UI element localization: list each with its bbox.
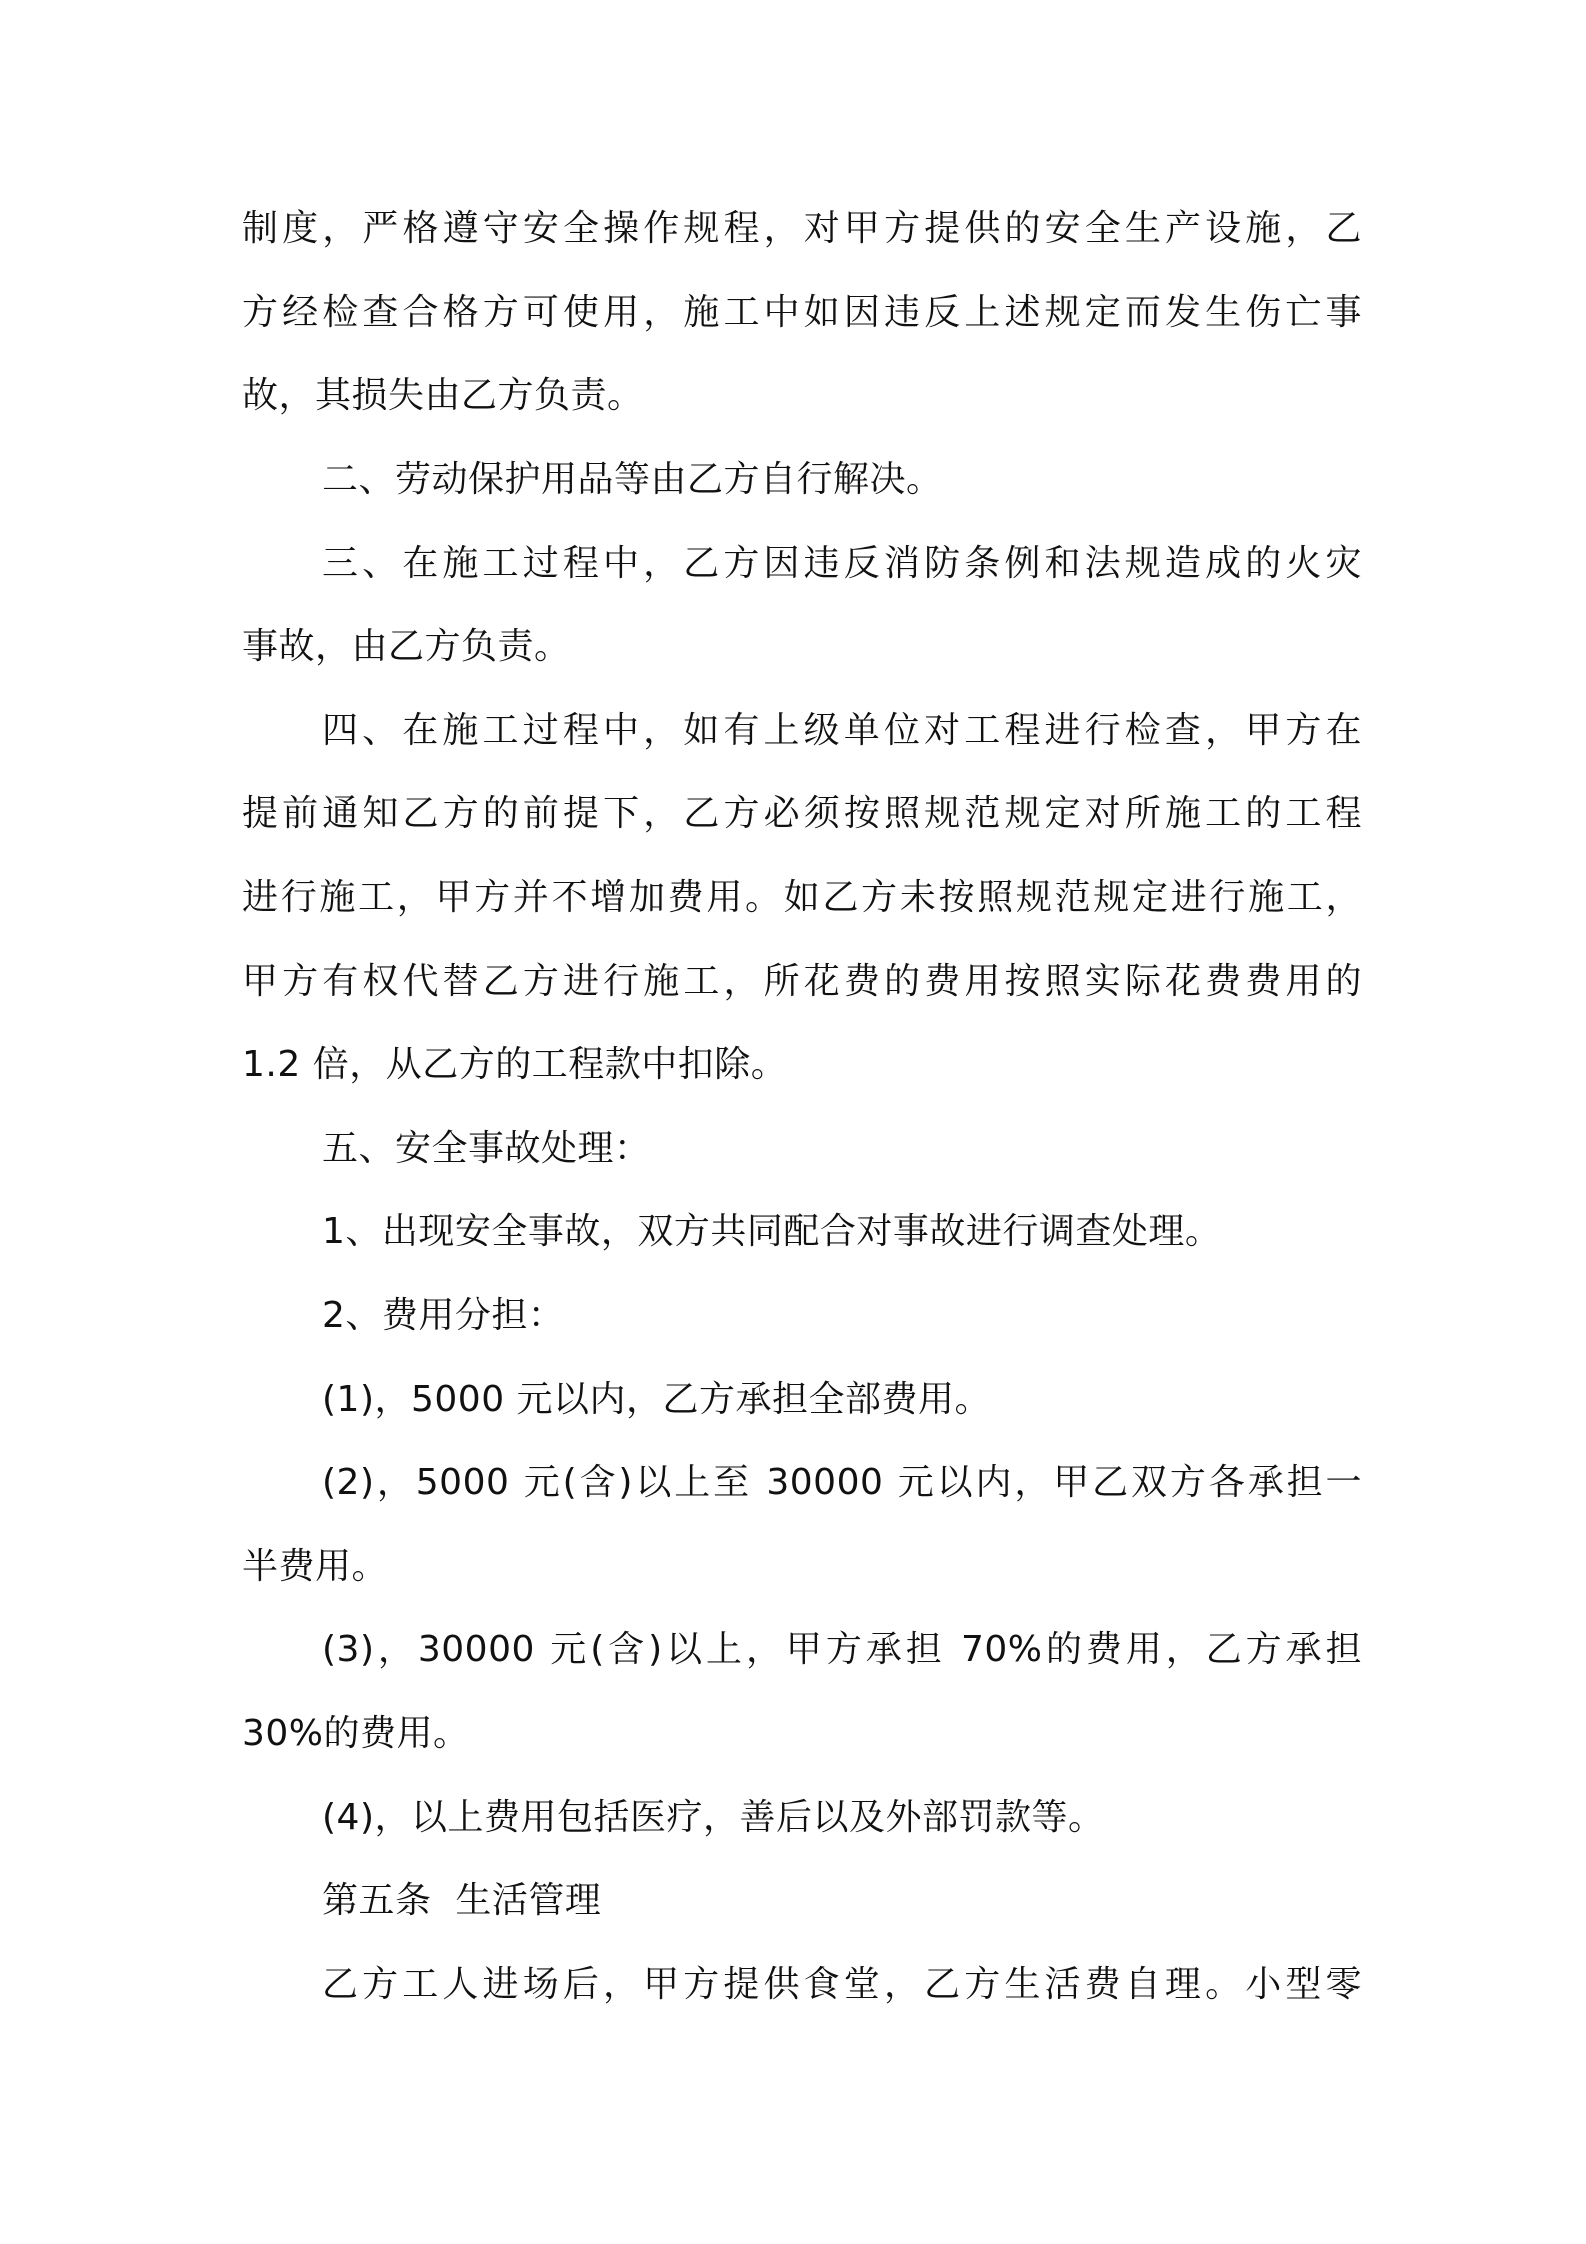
list-item: (2)，5000 元(含)以上至 30000 元以内，甲乙双方各承担一 [322,1462,1362,1503]
paragraph-line: 提前通知乙方的前提下，乙方必须按照规范规定对所施工的工程 [242,793,1362,834]
list-item: 2、费用分担： [322,1295,565,1336]
paragraph-line: 乙方工人进场后，甲方提供食堂，乙方生活费自理。小型零 [322,1964,1362,2005]
paragraph-line: 三、在施工过程中，乙方因违反消防条例和法规造成的火灾 [322,543,1362,584]
paragraph-line: 甲方有权代替乙方进行施工，所花费的费用按照实际花费费用的 [242,961,1362,1002]
paragraph-line: 二、劳动保护用品等由乙方自行解决。 [322,459,943,500]
paragraph-line: 方经检查合格方可使用，施工中如因违反上述规定而发生伤亡事 [242,292,1362,333]
paragraph-line: 制度，严格遵守安全操作规程，对甲方提供的安全生产设施，乙 [242,208,1362,249]
paragraph-line: 进行施工，甲方并不增加费用。如乙方未按照规范规定进行施工， [242,877,1362,918]
section-heading: 五、安全事故处理： [322,1128,651,1169]
list-item: (4)，以上费用包括医疗，善后以及外部罚款等。 [322,1797,1105,1838]
paragraph-line: 四、在施工过程中，如有上级单位对工程进行检查，甲方在 [322,710,1362,751]
paragraph-line: 故，其损失由乙方负责。 [242,375,644,416]
list-item: 1、出现安全事故，双方共同配合对事故进行调查处理。 [322,1211,1222,1252]
paragraph-line: 半费用。 [242,1546,389,1587]
article-heading: 第五条 生活管理 [322,1880,602,1921]
list-item: (3)，30000 元(含)以上，甲方承担 70%的费用，乙方承担 [322,1629,1362,1670]
list-item: (1)，5000 元以内，乙方承担全部费用。 [322,1379,992,1420]
paragraph-line: 1.2 倍，从乙方的工程款中扣除。 [242,1044,788,1085]
paragraph-line: 事故，由乙方负责。 [242,626,571,667]
paragraph-line: 30%的费用。 [242,1713,470,1754]
